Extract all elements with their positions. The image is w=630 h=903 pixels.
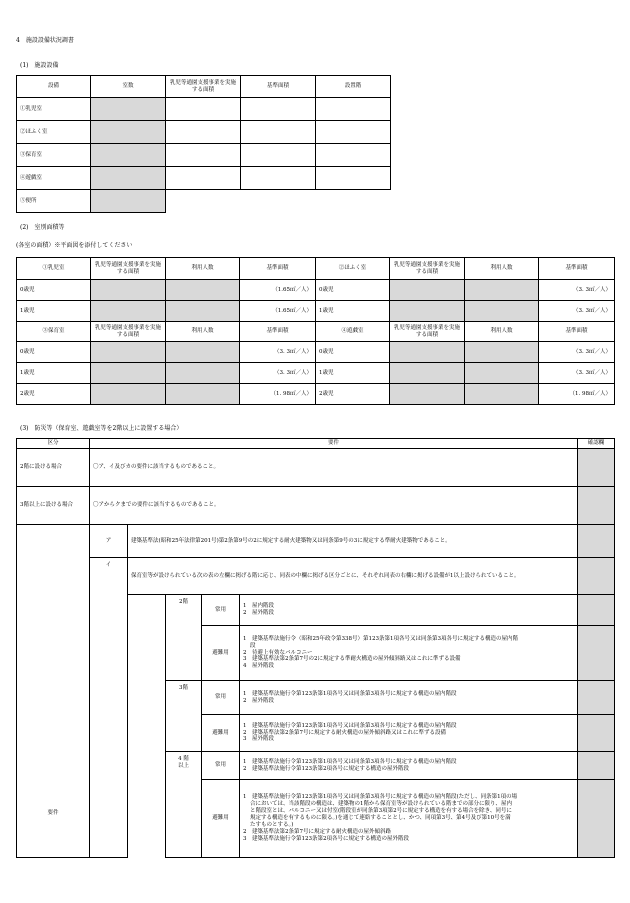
check-cell[interactable] bbox=[578, 595, 615, 626]
req-label: 要件 bbox=[17, 525, 90, 858]
row-label: ⑤便所 bbox=[17, 190, 91, 213]
header-nursery-room: ③保育室 bbox=[17, 322, 91, 342]
facility-table bbox=[16, 75, 391, 213]
check-cell[interactable] bbox=[578, 752, 615, 780]
header-infant-room: ①乳児室 bbox=[17, 258, 91, 280]
header-play-room: ④遊戯室 bbox=[316, 322, 390, 342]
row-label: ①乳児室 bbox=[17, 98, 91, 121]
check-cell[interactable] bbox=[578, 626, 615, 681]
check-cell[interactable] bbox=[578, 525, 615, 558]
check-cell[interactable] bbox=[578, 487, 615, 525]
header-room-count: 室数 bbox=[91, 76, 166, 98]
check-cell[interactable] bbox=[578, 558, 615, 595]
header-support-area: 乳児等通園支援事業を実施する面積 bbox=[166, 76, 241, 98]
room-area-table: ①乳児室 乳児等通園支援事業を実施する面積 利用人数 基準面積 ②ほふく室 乳児等通園支援事業を実施する面積 利用人数 基準面積 0歳児 （1.65㎡／人） 0歳児 （3. 3㎡／人） 1歳児 （1.65㎡／人） 1歳児 （3. 3㎡／人） ③保育室 乳児等通園支援事業を実施する面積 利用人数 基準面積 ④遊戯室 乳児等通園支援事業を実施する面積 利用人数 基準面積 0歳児 （3. 3㎡／人） 0歳児 （3. 3㎡／人） 1歳児 （3. 3㎡／人） 1歳児 （3. 3㎡／人） 2歳児 （1. 98㎡／人） 2歳児 （1. 98㎡／人） bbox=[16, 257, 615, 405]
header-equipment: 設備 bbox=[17, 76, 91, 98]
header-floor: 設置階 bbox=[316, 76, 391, 98]
s3-title: (3) 防災等（保育室、遊戯室等を2階以上に設置する場合） bbox=[20, 425, 183, 432]
header-std-area: 基準面積 bbox=[241, 76, 316, 98]
section-title: 4 施設設備状況調書 bbox=[16, 37, 74, 44]
check-cell[interactable] bbox=[578, 449, 615, 487]
s1-title: (1) 施設設備 bbox=[20, 62, 59, 69]
s2-note: (各室の面積）※平面図を添付してください bbox=[16, 242, 133, 249]
check-cell[interactable] bbox=[578, 681, 615, 715]
s2-title: (2) 室別面積等 bbox=[20, 224, 65, 231]
check-cell[interactable] bbox=[578, 780, 615, 858]
row-label: ④遊戯室 bbox=[17, 167, 91, 190]
row-label: ③保育室 bbox=[17, 144, 91, 167]
row-label: ②ほふく室 bbox=[17, 121, 91, 144]
disaster-prevention-table: 区分 要件 確認欄 2階に設ける場合 〇ア、イ及びカの要件に該当するものであること。 3階以上に設ける場合 〇アからクまでの要件に該当するものであること。 要件 ア 建築基準法(昭和25年法律第201号)第2条第9号の2に規定する耐火建築物又は同条第9号の3に規定する準耐火建築物であること。 イ 保育室等が設けられている次の表の左欄に掲げる階に応じ、同表の中欄に掲げる区分ごとに、それぞれ同表の右欄に掲げる設備が1以上設けられていること。 2階 常用 1 屋内階段 2 屋外階段 避難用 1 建築基準法施行令（昭和25年政令第338号）第123条第1項各号又は同条第3項各号に規定する構造の屋内階 段 2 待避上有効なバルコニー 3 建築基準法第2条第7号の2に規定する準耐火構造の屋外傾斜路又はこれに準ずる設備 4 屋外階段 3階 常用 1 建築基準法施行令第123条第1項各号又は同条第3項各号に規定する構造の屋内階段 2 屋外階段 避難用 1 建築基準法施行令第123条第1項各号又は同条第3項各号に規定する構造の屋内階段 2 建築基準法第2条第7号に規定する耐火構造の屋外傾斜路又はこれに準ずる設備 3 屋外階段 4 階 以上 常用 1 建築基準法施行令第123条第1項各号又は同条第3項各号に規定する構造の屋内階段 2 建築基準法施行令第123条第2項各号に規定する構造の屋外階段 避難用 1 建築基準法施行令第123条第1項各号又は同条第3項各号に規定する構造の屋内階段(ただし、同条第1項の場 合においては、当該階段の構造は、建築物の1階から保育室等が設けられている階までの部分に限り、屋内 と階段室とは、バルコニー又は付室(階段室が同条第3項第2号に規定する構造を有する場合を除き、同号に 規定する構造を有するものに限る。)を通じて連絡することとし、かつ、同項第3号、第4号及び第10号を満 たすものとする。) 2 建築基準法第2条第7号に規定する耐火構造の屋外傾斜路 3 建築基準法施行令第123条第2項各号に規定する構造の屋外階段 bbox=[16, 438, 615, 858]
check-cell[interactable] bbox=[578, 715, 615, 752]
header-class: 区分 bbox=[17, 439, 90, 449]
header-crawl-room: ②ほふく室 bbox=[316, 258, 390, 280]
header-check: 確認欄 bbox=[578, 439, 615, 449]
header-requirements: 要件 bbox=[90, 439, 578, 449]
